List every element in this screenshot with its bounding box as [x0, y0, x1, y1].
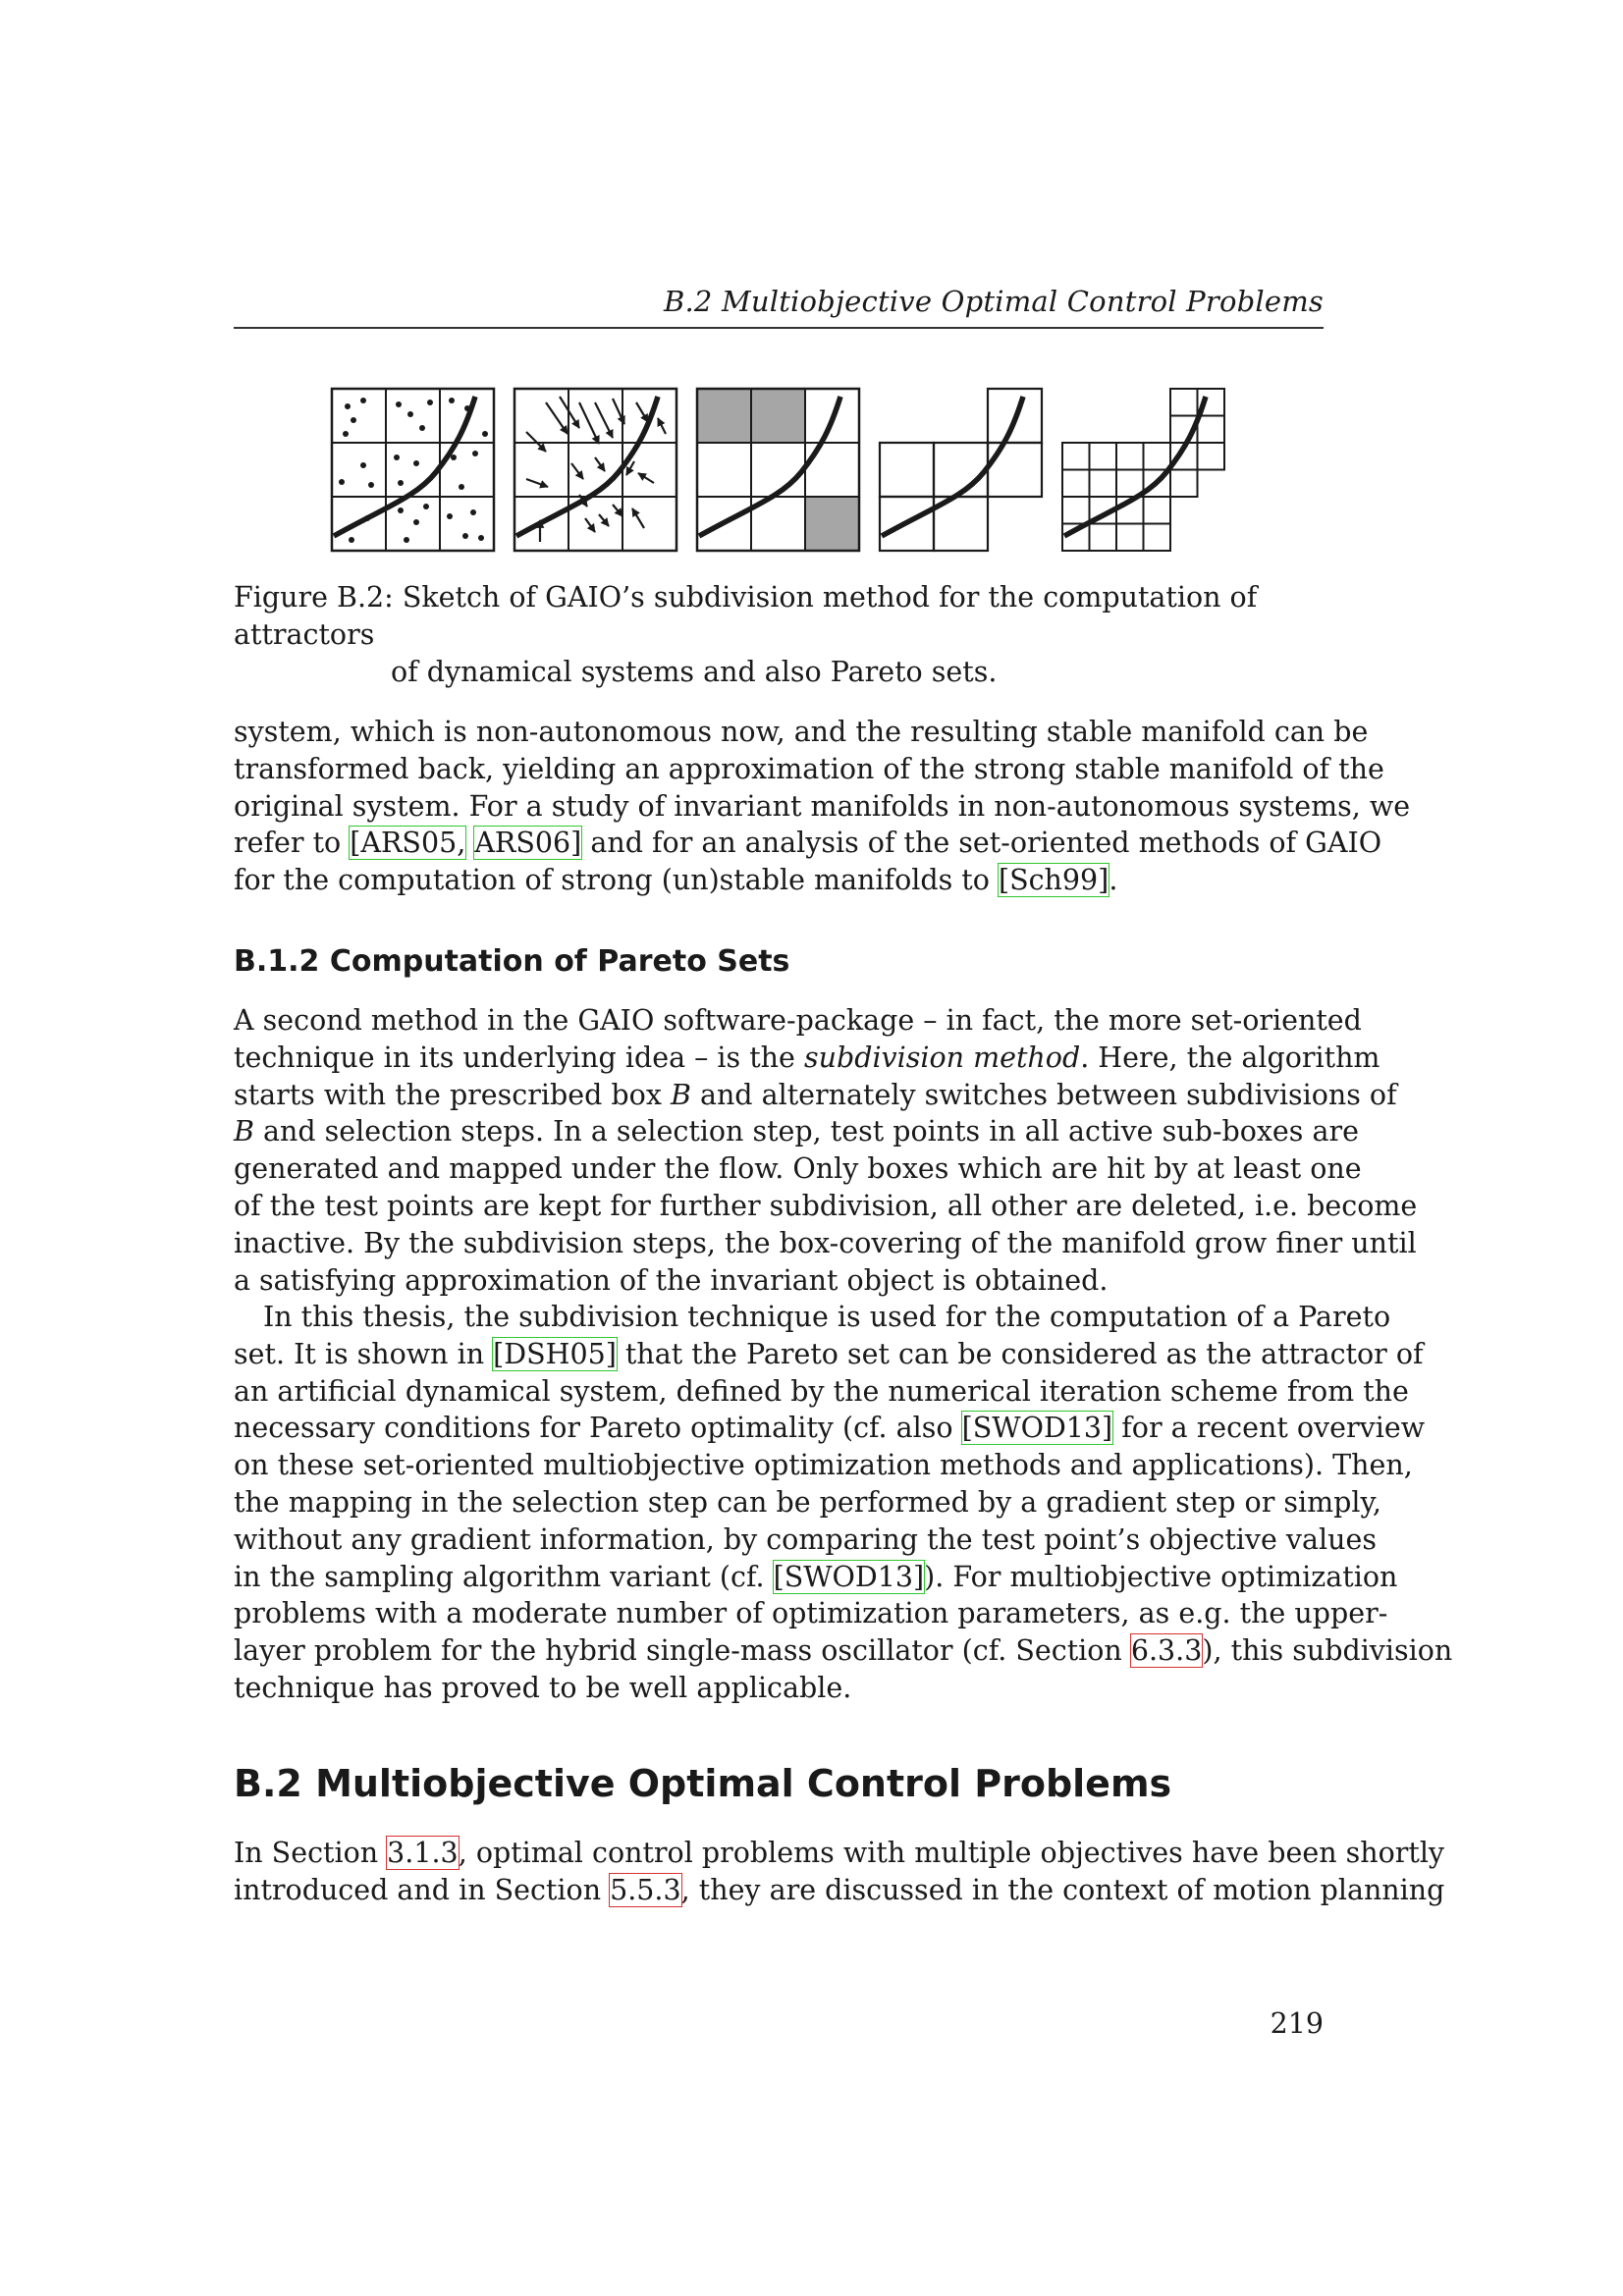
- text-line: technique has proved to be well applicable.: [234, 1671, 852, 1704]
- text-line: transformed back, yielding an approximation of the strong stable manifold of the: [234, 752, 1384, 785]
- text-line: on these set-oriented multiobjective optimization methods and applications). Then,: [234, 1449, 1413, 1482]
- panel-selection: [697, 389, 859, 551]
- citation-link[interactable]: [SWOD13]: [961, 1412, 1113, 1445]
- text-line: technique in its underlying idea – is the subdivision method. Here, the algorithm: [234, 1041, 1380, 1074]
- panel-mapped-points: [514, 389, 676, 551]
- text-line: a satisfying approximation of the invariant object is obtained.: [234, 1263, 1109, 1297]
- panel-refined-boxes: [1062, 389, 1224, 551]
- caption-text-line2: of dynamical systems and also Pareto sets.: [391, 656, 998, 688]
- citation-link[interactable]: [SWOD13]: [773, 1560, 925, 1593]
- text-line: B and selection steps. In a selection step, test points in all active sub-boxes are: [234, 1115, 1359, 1148]
- paragraph-1: [234, 714, 1411, 899]
- gaio-subdivision-figure: [328, 385, 1231, 561]
- section-reference-link[interactable]: 5.5.3: [610, 1873, 681, 1906]
- text-line: an artificial dynamical system, defined by the numerical iteration scheme from the: [234, 1374, 1409, 1408]
- paragraph-2: [234, 1002, 1418, 1299]
- page-number: 219: [1270, 2007, 1324, 2040]
- text-line: set. It is shown in [DSH05] that the Pareto set can be considered as the attractor of: [234, 1337, 1424, 1370]
- citation-link[interactable]: [ARS05,: [350, 827, 466, 860]
- caption-text-line1: Sketch of GAIO’s subdivision method for the computation of attractors: [234, 581, 1258, 651]
- text-line: layer problem for the hybrid single-mass oscillator (cf. Section 6.3.3), this subdivision: [234, 1634, 1453, 1668]
- caption-label: Figure B.2:: [234, 581, 394, 614]
- section-heading: B.2 Multiobjective Optimal Control Problems: [234, 1762, 1172, 1805]
- text-line: the mapping in the selection step can be performed by a gradient step or simply,: [234, 1485, 1381, 1519]
- header-rule: [234, 327, 1324, 329]
- text-line: starts with the prescribed box B and alternately switches between subdivisions of: [234, 1078, 1397, 1111]
- text-line: In this thesis, the subdivision technique is used for the computation of a Pareto: [263, 1301, 1391, 1333]
- text-line: refer to [ARS05, ARS06] and for an analysis of the set-oriented methods of GAIO: [234, 827, 1382, 860]
- text-line: introduced and in Section 5.5.3, they are discussed in the context of motion planning: [234, 1873, 1445, 1906]
- section-reference-link[interactable]: 3.1.3: [387, 1837, 459, 1869]
- panel-remaining-boxes: [880, 389, 1042, 551]
- running-head: B.2 Multiobjective Optimal Control Problems: [663, 285, 1324, 318]
- text-line: necessary conditions for Pareto optimality (cf. also [SWOD13] for a recent overview: [234, 1412, 1426, 1445]
- text-line: original system. For a study of invariant manifolds in non-autonomous systems, we: [234, 789, 1411, 823]
- text-line: inactive. By the subdivision steps, the box-covering of the manifold grow finer until: [234, 1226, 1417, 1259]
- citation-link[interactable]: [Sch99]: [998, 864, 1109, 897]
- figure-caption: [234, 579, 1324, 691]
- subsection-heading: B.1.2 Computation of Pareto Sets: [234, 944, 790, 979]
- text-line: In Section 3.1.3, optimal control problems with multiple objectives have been shortly: [234, 1837, 1445, 1869]
- text-line: for the computation of strong (un)stable manifolds to [Sch99].: [234, 864, 1118, 897]
- paragraph-3: [234, 1299, 1453, 1707]
- citation-link[interactable]: [DSH05]: [493, 1337, 617, 1370]
- text-line: system, which is non-autonomous now, and the resulting stable manifold can be: [234, 716, 1369, 748]
- citation-link[interactable]: ARS06]: [474, 827, 582, 860]
- panel-test-points: [332, 389, 494, 551]
- text-line: problems with a moderate number of optimization parameters, as e.g. the upper-: [234, 1597, 1388, 1630]
- section-reference-link[interactable]: 6.3.3: [1130, 1634, 1203, 1668]
- text-line: in the sampling algorithm variant (cf. [SWOD13]). For multiobjective optimization: [234, 1560, 1398, 1593]
- text-line: without any gradient information, by comparing the test point’s objective values: [234, 1522, 1377, 1556]
- text-line: generated and mapped under the flow. Only boxes which are hit by at least one: [234, 1152, 1362, 1186]
- paragraph-4: [234, 1835, 1445, 1909]
- text-line: A second method in the GAIO software-package – in fact, the more set-oriented: [234, 1004, 1362, 1037]
- text-line: of the test points are kept for further subdivision, all other are deleted, i.e. become: [234, 1189, 1418, 1222]
